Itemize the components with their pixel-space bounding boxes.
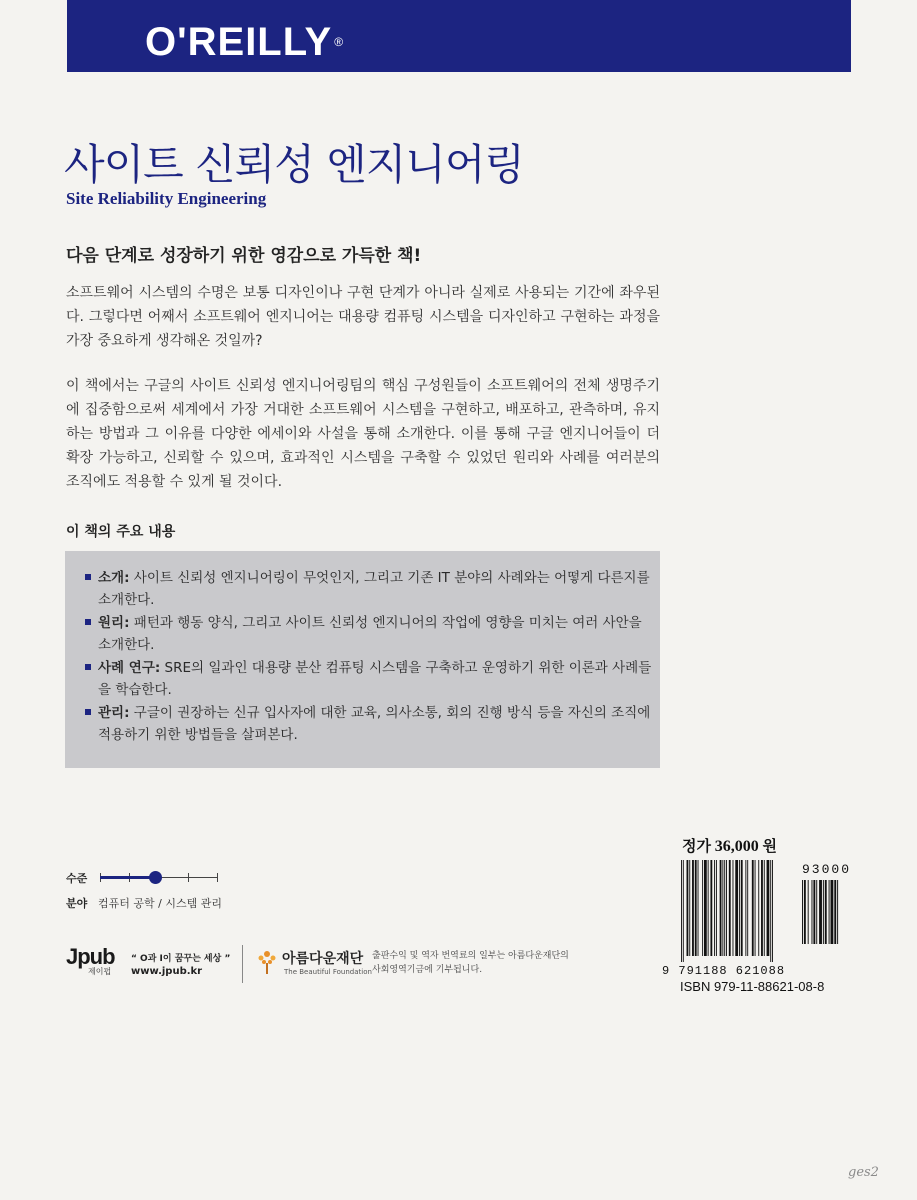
barcode-bar xyxy=(761,860,763,956)
isbn-number: ISBN 979-11-88621-08-8 xyxy=(680,979,825,994)
barcode-bar xyxy=(834,880,836,944)
barcode-bar xyxy=(722,860,723,956)
barcode-bar xyxy=(687,860,689,956)
contents-item-name: 관리: xyxy=(98,705,130,721)
barcode-bar xyxy=(692,860,694,956)
barcode-bar xyxy=(716,860,717,956)
barcode-bar xyxy=(752,860,754,956)
barcode-bar xyxy=(764,860,765,956)
level-label: 수준 xyxy=(66,872,88,885)
tagline: 다음 단계로 성장하기 위한 영감으로 가득한 책! xyxy=(66,246,422,266)
barcode-bar xyxy=(831,880,834,944)
jpub-logo-sub: 제이펍 xyxy=(88,967,112,976)
intro-paragraph-2: 이 책에서는 구글의 사이트 신뢰성 엔지니어링팀의 핵심 구성원들이 소프트웨어의 전체 생명주기에 집중함으로써 세계에서 가장 거대한 소프트웨어 시스템을 구현하고, 배포하고, 관측하며, 유지하는 방법과 그 이유를 다양한 에세이와 사설을 통해 소개한다. 이를 통해 구글 엔지니어들이 더 확장 가능하고, 신뢰할 수 있으며, 효과적인 시스템을 구축할 수 있었던 원리와 사례를 여러분의 조직에도 적용할 수 있게 될 것이다. xyxy=(66,378,660,490)
barcode-digits: 9 791188 621088 xyxy=(662,964,786,978)
book-title-korean: 사이트 신뢰성 엔지니어링 xyxy=(64,140,524,189)
barcode-bar xyxy=(714,860,715,956)
contents-item-name: 소개: xyxy=(98,570,130,586)
foundation-name-english: The Beautiful Foundation xyxy=(284,968,372,976)
barcode-bar xyxy=(819,880,822,944)
price-unit: 원 xyxy=(762,839,777,855)
barcode-bar xyxy=(704,860,707,956)
bullet-square-icon xyxy=(85,664,91,670)
stamp-mark: ges2 xyxy=(848,1165,879,1180)
foundation-tree-icon xyxy=(256,947,278,975)
publisher-name: O'REILLY xyxy=(145,20,333,64)
contents-heading: 이 책의 주요 내용 xyxy=(66,524,176,540)
barcode-bar xyxy=(825,880,827,944)
contents-item-name: 사례 연구: xyxy=(98,660,161,676)
barcode-bar xyxy=(804,880,806,944)
isbn-barcode xyxy=(681,860,793,962)
barcode-bar xyxy=(837,880,838,944)
barcode-bar xyxy=(747,860,748,956)
contents-item xyxy=(85,702,653,746)
donation-note: 출판수익 및 역자 번역료의 일부는 아름다운재단의 사회영역기금에 기부됩니다. xyxy=(372,951,569,975)
barcode-bar xyxy=(745,860,746,956)
level-indicator xyxy=(149,871,162,884)
barcode-bar xyxy=(739,860,740,956)
barcode-bar xyxy=(770,860,771,962)
registered-mark: ® xyxy=(334,35,345,49)
level-tick xyxy=(217,873,218,882)
barcode-bar xyxy=(741,860,743,956)
level-fill xyxy=(100,876,155,879)
contents-item-name: 원리: xyxy=(98,615,130,631)
addon-barcode xyxy=(802,880,850,944)
barcode-bar xyxy=(689,860,690,956)
price-label: 정가 xyxy=(682,839,711,855)
oreilly-logo xyxy=(145,20,344,64)
field-label: 분야 xyxy=(66,897,88,910)
jpub-logo xyxy=(66,944,122,980)
barcode-bar xyxy=(698,860,699,956)
contents-item-text: 구글이 권장하는 신규 입사자에 대한 교육, 의사소통, 회의 진행 방식 등을 자신의 조직에 적용하기 위한 방법들을 살펴본다. xyxy=(98,705,651,743)
book-title-english: Site Reliability Engineering xyxy=(66,189,267,208)
barcode-bar xyxy=(758,860,759,956)
price xyxy=(682,835,777,856)
barcode-bar xyxy=(823,880,824,944)
barcode-bar xyxy=(816,880,817,944)
barcode-bar xyxy=(683,860,684,962)
bullet-square-icon xyxy=(85,709,91,715)
jpub-website: www.jpub.kr xyxy=(131,966,203,977)
barcode-bar xyxy=(735,860,738,956)
contents-item xyxy=(85,567,653,611)
barcode-bar xyxy=(813,880,815,944)
price-amount: 36,000 xyxy=(714,838,759,855)
footer-divider xyxy=(242,945,243,983)
intro-paragraph-1: 소프트웨어 시스템의 수명은 보통 디자인이나 구현 단계가 아니라 실제로 사용되는 기간에 좌우된다. 그렇다면 어째서 소프트웨어 엔지니어는 대용량 컴퓨팅 시스템을 디자인하고 구현하는 과정을 가장 중요하게 생각해온 것일까? xyxy=(66,285,660,349)
level-tick xyxy=(188,873,189,882)
contents-item xyxy=(85,612,653,656)
barcode-bar xyxy=(702,860,703,956)
barcode-bar xyxy=(720,860,722,956)
barcode-addon-code: 93000 xyxy=(802,862,852,877)
barcode-bar xyxy=(812,880,813,944)
level-scale xyxy=(100,877,218,878)
barcode-bar xyxy=(808,880,809,944)
foundation-name: 아름다운재단 xyxy=(282,951,364,967)
contents-box xyxy=(65,551,660,768)
barcode-bar xyxy=(708,860,709,956)
barcode-bar xyxy=(729,860,731,956)
barcode-bar xyxy=(710,860,712,956)
barcode-bar xyxy=(695,860,697,956)
contents-item-text: SRE의 일과인 대용량 분산 컴퓨팅 시스템을 구축하고 운영하기 위한 이론과 사례들을 학습한다. xyxy=(98,660,652,698)
barcode-bar xyxy=(755,860,756,956)
barcode-bar xyxy=(681,860,682,962)
contents-item-text: 패턴과 행동 양식, 그리고 사이트 신뢰성 엔지니어의 작업에 영향을 미치는 여러 사안을 소개한다. xyxy=(98,615,642,653)
barcode-bar xyxy=(802,880,803,944)
barcode-bar xyxy=(726,860,727,956)
barcode-bar xyxy=(772,860,773,962)
barcode-bar xyxy=(767,860,770,956)
field-value: 컴퓨터 공학 / 시스템 관리 xyxy=(98,897,222,910)
jpub-slogan: “ O과 I이 꿈꾸는 세상 ” xyxy=(131,954,231,964)
barcode-bar xyxy=(724,860,725,956)
bullet-square-icon xyxy=(85,574,91,580)
barcode-bar xyxy=(829,880,830,944)
publisher-header-bar xyxy=(67,0,851,72)
contents-item xyxy=(85,657,653,701)
barcode-bar xyxy=(733,860,734,956)
contents-item-text: 사이트 신뢰성 엔지니어링이 무엇인지, 그리고 기존 IT 분야의 사례와는 어떻게 다른지를 소개한다. xyxy=(98,570,650,608)
jpub-logo-text: Jpub xyxy=(66,944,115,969)
bullet-square-icon xyxy=(85,619,91,625)
